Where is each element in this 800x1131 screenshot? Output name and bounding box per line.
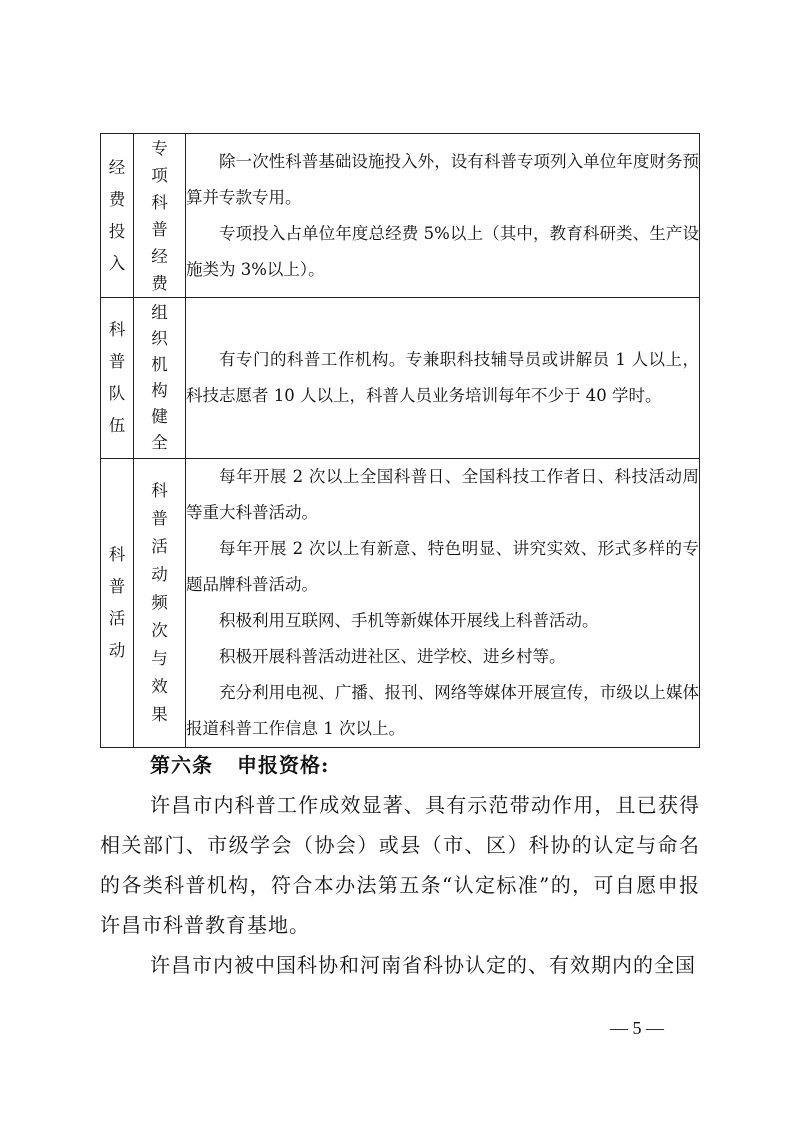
item-char: 科 <box>151 192 168 212</box>
requirement-text: 每年开展 2 次以上全国科普日、全国科技工作者日、科技活动周等重大科普活动。 <box>186 467 699 522</box>
table-row <box>101 134 700 298</box>
item-char: 普 <box>151 219 168 239</box>
category-char: 动 <box>108 641 126 660</box>
requirement-cell <box>186 134 700 298</box>
requirement-text: 充分利用电视、广播、报刊、网络等媒体开展宣传，市级以上媒体报道科普工作信息 1 次以上。 <box>186 683 699 738</box>
item-char: 项 <box>151 165 168 185</box>
item-char: 织 <box>151 329 168 348</box>
item-char: 费 <box>151 273 168 293</box>
item-char: 次 <box>151 621 168 640</box>
requirement-text: 除一次性科普基础设施投入外，设有科普专项列入单位年度财务预算并专款专用。 <box>186 151 699 207</box>
requirement-cell <box>186 298 700 459</box>
requirement-text: 有专门的科普工作机构。专兼职科技辅导员或讲解员 1 人以上，科技志愿者 10 人以上，科普人员业务培训每年不少于 40 学时。 <box>186 350 699 405</box>
item-cell <box>134 298 186 459</box>
item-char: 专 <box>151 138 168 158</box>
standards-table <box>100 133 700 748</box>
category-char: 普 <box>108 352 126 371</box>
item-char: 构 <box>151 381 168 400</box>
requirement-text: 专项投入占单位年度总经费 5%以上（其中，教育科研类、生产设施类为 3%以上）。 <box>186 223 699 279</box>
article-paragraph: 许昌市内被中国科协和河南省科协认定的、有效期内的全国 <box>150 953 696 977</box>
item-cell <box>134 134 186 298</box>
item-char: 果 <box>151 705 168 724</box>
category-cell <box>101 298 134 459</box>
category-cell <box>101 459 134 748</box>
category-char: 费 <box>108 189 126 209</box>
item-char: 效 <box>151 677 168 696</box>
requirement-text: 积极利用互联网、手机等新媒体开展线上科普活动。 <box>219 611 599 630</box>
item-char: 全 <box>151 433 168 452</box>
article-body <box>100 745 700 985</box>
article-number: 第六条 <box>150 753 213 777</box>
item-char: 普 <box>151 509 168 528</box>
category-char: 经 <box>108 157 126 177</box>
item-char: 机 <box>151 355 168 374</box>
requirement-cell <box>186 459 700 748</box>
category-char: 队 <box>108 384 126 403</box>
item-char: 频 <box>151 593 168 612</box>
category-char: 活 <box>108 609 126 628</box>
category-char: 入 <box>108 253 126 273</box>
category-char: 科 <box>108 545 126 564</box>
requirement-text: 积极开展科普活动进社区、进学校、进乡村等。 <box>219 647 566 666</box>
item-char: 经 <box>151 246 168 266</box>
item-cell <box>134 459 186 748</box>
article-heading <box>100 745 700 785</box>
item-char: 动 <box>151 565 168 584</box>
category-char: 普 <box>108 577 126 596</box>
item-char: 科 <box>151 481 168 500</box>
table-row <box>101 459 700 748</box>
page-number: — 5 — <box>610 1018 664 1038</box>
table-row <box>101 298 700 459</box>
article-title: 申报资格: <box>237 753 330 777</box>
category-cell <box>101 134 134 298</box>
item-char: 组 <box>151 303 168 322</box>
article-paragraph: 许昌市内科普工作成效显著、具有示范带动作用，且已获得相关部门、市级学会（协会）或县（市、区）科协的认定与命名的各类科普机构，符合本办法第五条“认定标准”的，可自愿申报许昌市科普教育基地。 <box>100 793 700 937</box>
requirement-text: 每年开展 2 次以上有新意、特色明显、讲究实效、形式多样的专题品牌科普活动。 <box>186 539 699 594</box>
item-char: 与 <box>151 649 168 668</box>
item-char: 活 <box>151 537 168 556</box>
category-char: 投 <box>108 221 126 241</box>
category-char: 科 <box>108 320 126 339</box>
category-char: 伍 <box>108 416 126 435</box>
item-char: 健 <box>151 407 168 426</box>
